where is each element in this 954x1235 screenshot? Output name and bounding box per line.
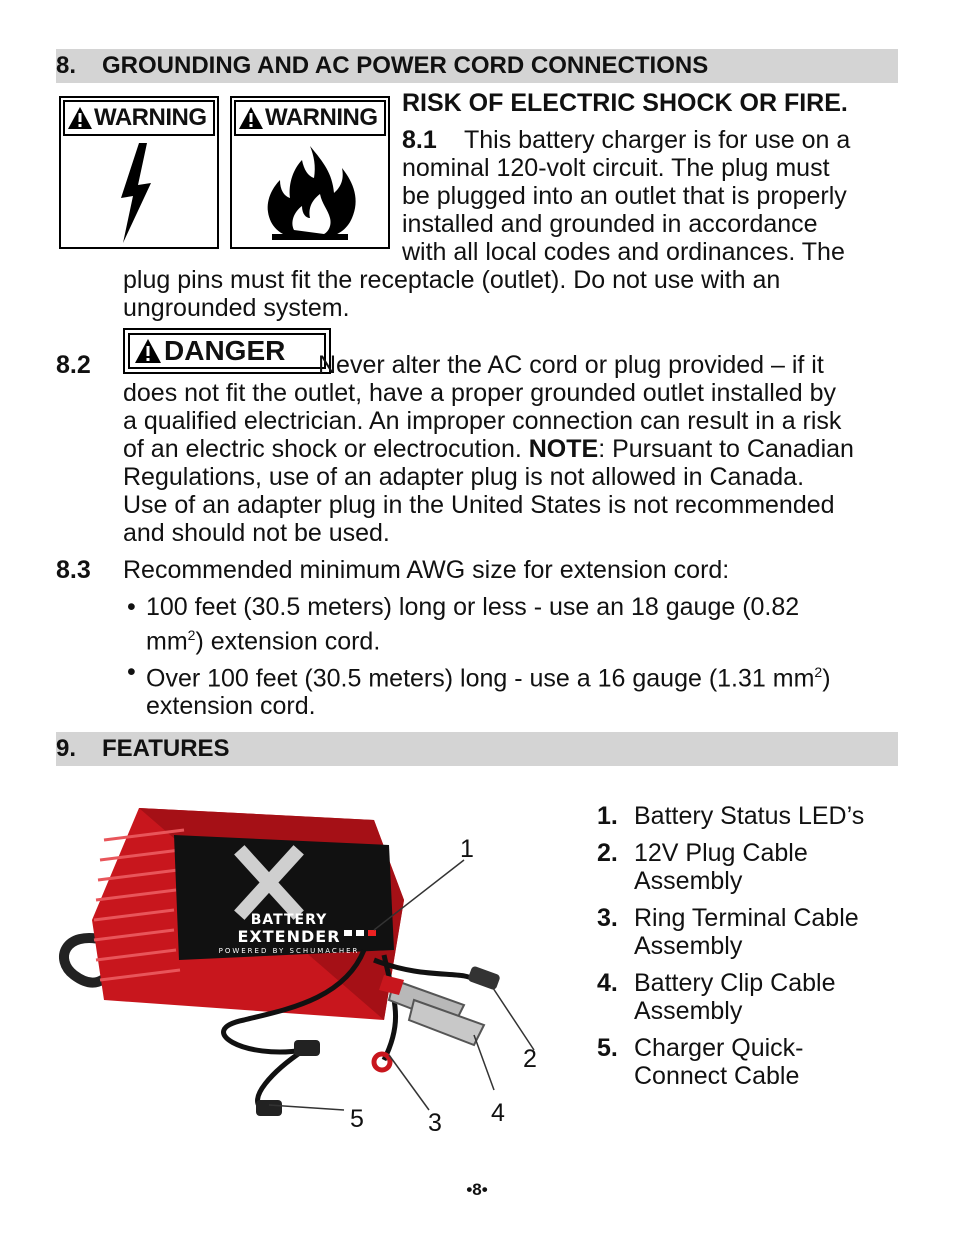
page-number: •8• bbox=[466, 1180, 488, 1199]
paragraph-line: and should not be used. bbox=[123, 519, 390, 547]
section-title: GROUNDING AND AC POWER CORD CONNECTIONS bbox=[102, 52, 709, 79]
item-number: 5. bbox=[597, 1034, 618, 1062]
bullet-item bbox=[146, 658, 896, 720]
list-item: 1. Battery Status LED’s bbox=[597, 802, 865, 830]
paragraph-line: installed and grounded in accordance bbox=[402, 210, 818, 238]
list-item: 2. 12V Plug Cable Assembly bbox=[597, 839, 808, 895]
subsection-number: 8.3 bbox=[56, 556, 91, 584]
warning-shock-sign bbox=[59, 96, 219, 249]
danger-sign bbox=[123, 328, 331, 374]
section-8-1-continued bbox=[123, 266, 893, 322]
callout-3: 3 bbox=[428, 1109, 442, 1137]
alert-triangle-icon bbox=[67, 106, 93, 130]
warning-header bbox=[63, 100, 215, 136]
section-8-2-body bbox=[123, 379, 903, 547]
warning-label: WARNING bbox=[265, 104, 378, 131]
section-number: 8. bbox=[56, 52, 77, 79]
item-number: 3. bbox=[597, 904, 618, 932]
item-number: 2. bbox=[597, 839, 618, 867]
paragraph-line: be plugged into an outlet that is properly bbox=[402, 182, 847, 210]
battery-charger-illustration bbox=[44, 800, 564, 1140]
paragraph-line: Over 100 feet (30.5 meters) long - use a 16 gauge (1.31 $mm^2$) bbox=[146, 664, 831, 693]
callout-2: 2 bbox=[523, 1045, 537, 1073]
paragraph-line: nominal 120-volt circuit. The plug must bbox=[402, 154, 830, 182]
paragraph-line: $mm^2$) extension cord. bbox=[146, 627, 381, 656]
section-8-header bbox=[56, 49, 898, 83]
bullet-marker: • bbox=[127, 593, 136, 621]
section-8-2-line1: Never alter the AC cord or plug provided – if it bbox=[318, 351, 824, 379]
paragraph-line: of an electric shock or electrocution. NOTE: Pursuant to Canadian bbox=[123, 435, 854, 463]
list-item: 5. Charger Quick- Connect Cable bbox=[597, 1034, 804, 1090]
risk-heading: RISK OF ELECTRIC SHOCK OR FIRE. bbox=[402, 89, 848, 117]
lightning-bolt-icon bbox=[61, 138, 217, 247]
paragraph-line: a qualified electrician. An improper connection can result in a risk bbox=[123, 407, 842, 435]
callout-5: 5 bbox=[350, 1105, 364, 1133]
logo-line-2: EXTENDER bbox=[237, 927, 341, 946]
logo-line-1: BATTERY bbox=[250, 912, 328, 928]
paragraph-line: plug pins must fit the receptacle (outlet). Do not use with an bbox=[123, 266, 781, 294]
logo-tagline: POWERED BY SCHUMACHER bbox=[218, 947, 360, 955]
list-item: 4. Battery Clip Cable Assembly bbox=[597, 969, 836, 1025]
paragraph-line: ungrounded system. bbox=[123, 294, 350, 322]
list-item: 3. Ring Terminal Cable Assembly bbox=[597, 904, 859, 960]
alert-triangle-icon bbox=[238, 106, 264, 130]
item-number: 1. bbox=[597, 802, 618, 830]
paragraph-line: with all local codes and ordinances. The bbox=[402, 238, 845, 266]
danger-header bbox=[128, 333, 326, 369]
paragraph-line: Use of an adapter plug in the United States is not recommended bbox=[123, 491, 835, 519]
paragraph-line: Regulations, use of an adapter plug is not allowed in Canada. bbox=[123, 463, 805, 491]
bullet-marker: • bbox=[127, 658, 136, 686]
product-logo bbox=[194, 912, 384, 956]
section-8-3-text: Recommended minimum AWG size for extension cord: bbox=[123, 556, 730, 584]
alert-triangle-icon bbox=[134, 338, 162, 364]
section-number: 9. bbox=[56, 735, 77, 762]
subsection-number: 8.2 bbox=[56, 351, 91, 379]
note-label: NOTE bbox=[528, 435, 599, 463]
danger-label: DANGER bbox=[164, 335, 286, 366]
subsection-number: 8.1 bbox=[402, 126, 437, 154]
paragraph-line: extension cord. bbox=[146, 692, 316, 721]
warning-label: WARNING bbox=[94, 104, 207, 131]
warning-header bbox=[234, 100, 386, 136]
section-9-header bbox=[56, 732, 898, 766]
item-number: 4. bbox=[597, 969, 618, 997]
paragraph-line: does not fit the outlet, have a proper grounded outlet installed by bbox=[123, 379, 836, 407]
fire-flame-icon bbox=[232, 138, 388, 247]
features-list bbox=[597, 802, 897, 1099]
section-8-1 bbox=[402, 126, 892, 266]
section-title: FEATURES bbox=[102, 735, 230, 762]
warning-fire-sign bbox=[230, 96, 390, 249]
bullet-item bbox=[146, 593, 896, 655]
callout-1: 1 bbox=[460, 835, 474, 863]
callout-4: 4 bbox=[491, 1099, 505, 1127]
paragraph-line: 100 feet (30.5 meters) long or less - use an 18 gauge (0.82 bbox=[146, 593, 800, 621]
paragraph-line: 8.1 This battery charger is for use on a bbox=[402, 126, 851, 154]
